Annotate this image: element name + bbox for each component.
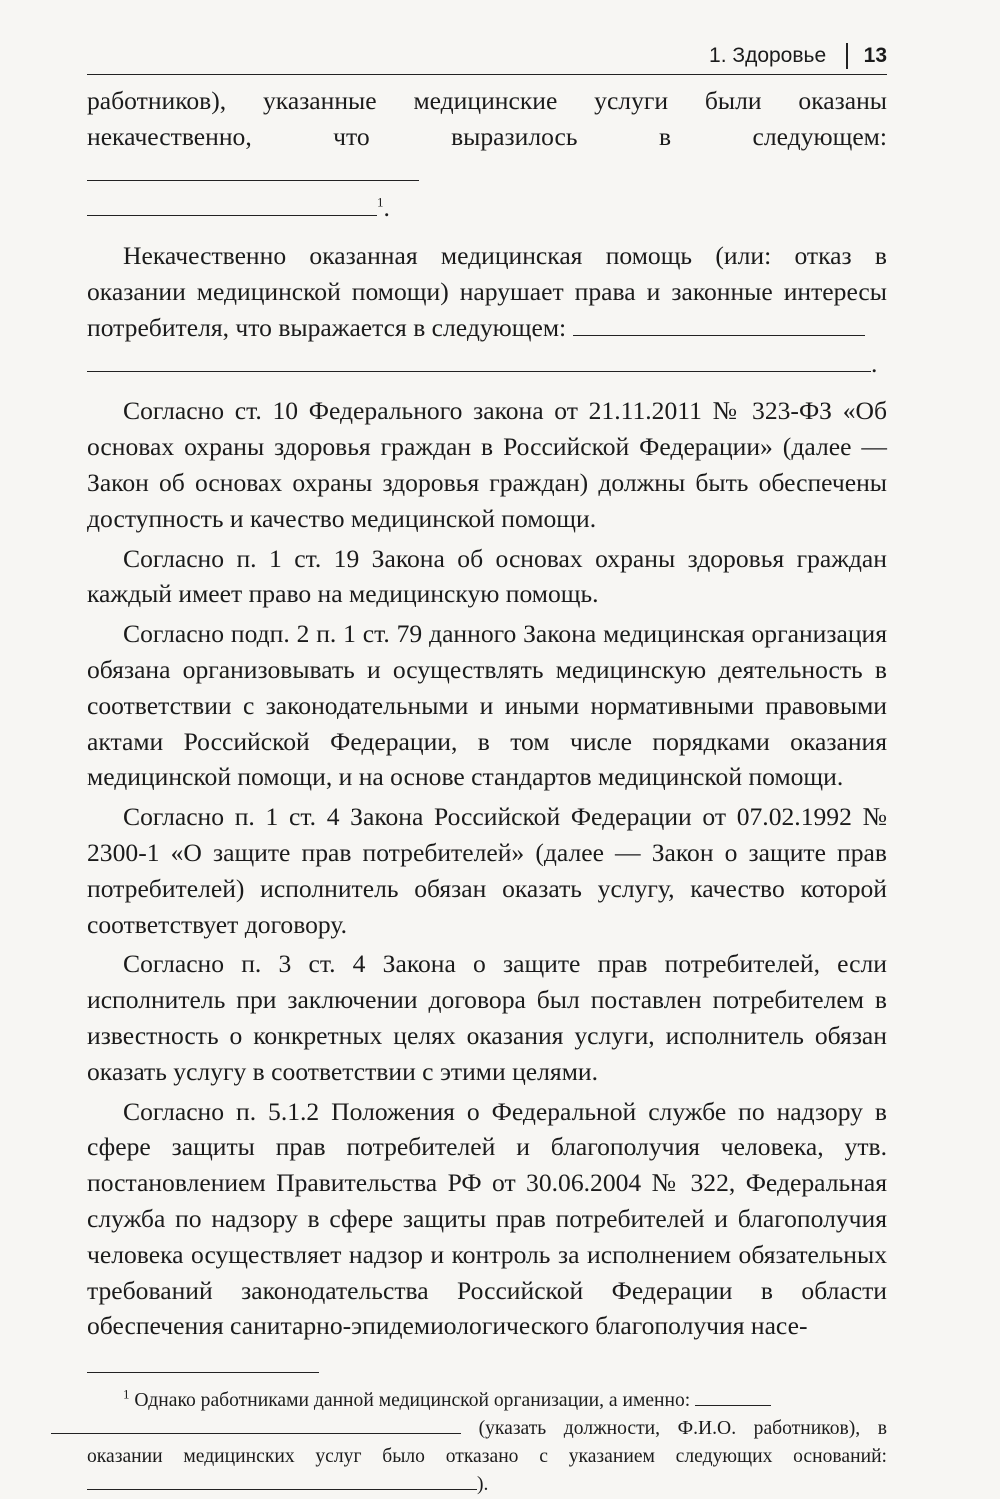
fill-in-blank[interactable] [87, 195, 377, 216]
paragraph-law-2300-1-art4-p1: Согласно п. 1 ст. 4 Закона Российской Федерации от 07.02.1992 № 2300-1 «О защите прав потребителей» (далее — Закон о защите прав потребителей) исполнитель обязан оказать услугу, качество которой соответствует договору. [87, 802, 887, 939]
paragraph-rights-violation: Некачественно оказанная медицинская помощь (или: отказ в оказании медицинской помощи) нарушает права и законные интересы потребителя, что выражается в следующем: . [87, 241, 887, 378]
footnote-divider [87, 1372, 319, 1373]
fill-in-blank[interactable] [51, 1417, 461, 1434]
page-number: 13 [863, 44, 887, 67]
paragraph-quality-issue: работников), указанные медицинские услуги были оказаны некачественно, что выразилось в следующем: $^1$. [87, 86, 887, 223]
running-header [87, 38, 887, 75]
fill-in-blank[interactable] [695, 1389, 771, 1406]
fill-in-blank[interactable] [573, 315, 865, 336]
paragraph-text: работников), указанные медицинские услуги были оказаны некачественно, что выразилось в следующем: [87, 86, 887, 151]
fill-in-blank[interactable] [87, 1473, 477, 1490]
paragraph-law-323-art79: Согласно подп. 2 п. 1 ст. 79 данного Закона медицинская организация обязана организовывать и осуществлять медицинскую деятельность в соответствии с законодательными и иными нормативными правовыми актами Российской Федерации, в том числе порядками оказания медицинской помощи, и на основе стандартов медицинской помощи. [87, 619, 887, 792]
footnote-ref: 1 [377, 194, 384, 210]
paragraph-law-323-art10: Согласно ст. 10 Федерального закона от 21.11.2011 № 323-ФЗ «Об основах охраны здоровья граждан в Российской Федерации» (далее — Закон об основах охраны здоровья граждан) должны быть обеспечены доступность и качество медицинской помощи. [87, 396, 887, 533]
page [87, 38, 887, 1499]
footnote-marker: 1 [123, 1386, 130, 1402]
header-separator [846, 43, 848, 69]
main-text [87, 83, 887, 1344]
paragraph-law-323-art19: Согласно п. 1 ст. 19 Закона об основах охраны здоровья граждан каждый имеет право на медицинскую помощь. [87, 543, 887, 609]
footnote: $^1$ Однако работниками данной медицинской организации, а именно: (указать должности, Ф.И.О. работников), в оказании медицинских услуг было отказано с указанием следующих оснований: ). [87, 1387, 887, 1499]
chapter-title: 1. Здоровье [709, 44, 827, 67]
fill-in-blank[interactable] [87, 351, 871, 372]
footnote-text: (указать должности, Ф.И.О. работников), в оказании медицинских услуг было отказано с указанием следующих оснований: [87, 1418, 887, 1468]
paragraph-rospotrebnadzor: Согласно п. 5.1.2 Положения о Федеральной службе по надзору в сфере защиты прав потребителей и благополучия человека, утв. постановлением Правительства РФ от 30.06.2004 № 322, Федеральная служба по надзору в сфере защиты прав потребителей и благополучия человека осуществляет надзор и контроль за исполнением обязательных требований законодательства Российской Федерации в области обеспечения санитарно-эпидемиологического благополучия насе- [87, 1096, 887, 1341]
paragraph-law-2300-1-art4-p3: Согласно п. 3 ст. 4 Закона о защите прав потребителей, если исполнитель при заключении договора был поставлен потребителем в известность о конкретных целях оказания услуги, исполнитель обязан оказать услугу в соответствии с этими целями. [87, 949, 887, 1086]
paragraph-text: Некачественно оказанная медицинская помощь (или: отказ в оказании медицинской помощи) нарушает права и законные интересы потребителя, что выражается в следующем: [87, 241, 887, 342]
footnote-text: Однако работниками данной медицинской организации, а именно: [134, 1390, 691, 1412]
fill-in-blank[interactable] [87, 160, 419, 181]
